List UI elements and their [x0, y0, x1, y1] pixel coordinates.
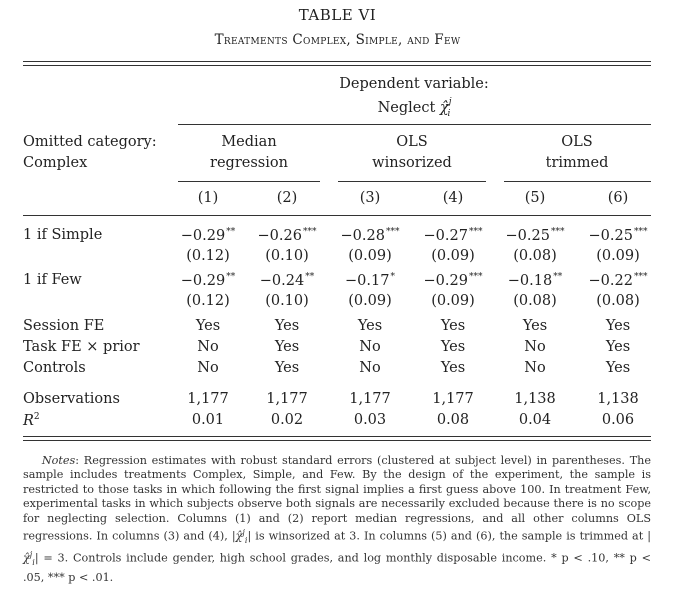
- controls-value: No: [197, 360, 219, 376]
- few-coef-stars: **: [305, 272, 315, 282]
- r2-value: 0.06: [601, 412, 635, 428]
- row-label-observations: Observations: [23, 391, 120, 407]
- r2-value: 0.08: [436, 412, 470, 428]
- r2-value: 0.04: [518, 412, 552, 428]
- few-coef-cell: [408, 272, 498, 289]
- group-2-line2: winsorized: [372, 155, 452, 171]
- table-subtitle: Treatments Complex, Simple, and Few: [214, 32, 461, 48]
- group-1-line2: regression: [210, 155, 288, 171]
- row-label-r2: [23, 412, 40, 429]
- row-label-session-fe: Session FE: [23, 318, 105, 334]
- few-coef-value: −0.29: [180, 273, 226, 289]
- col-number-2: (2): [276, 190, 298, 206]
- few-coef-stars: ***: [633, 272, 648, 282]
- dep-var-rule: [178, 124, 651, 125]
- simple-coef-stars: ***: [468, 227, 483, 237]
- simple-coef-value: −0.28: [340, 228, 385, 244]
- row-label-controls: Controls: [23, 360, 86, 376]
- few-se-value: (0.08): [596, 293, 640, 309]
- dep-var-name: Neglect: [377, 100, 436, 116]
- observations-value: 1,177: [187, 391, 229, 407]
- controls-value: Yes: [440, 360, 466, 376]
- session-fe-value: Yes: [605, 318, 631, 334]
- r2-exponent: 2: [33, 412, 40, 422]
- few-coef-value: −0.24: [259, 273, 305, 289]
- few-coef-value: −0.29: [423, 273, 468, 289]
- col-number-5: (5): [524, 190, 546, 206]
- few-coef-value: −0.18: [507, 273, 553, 289]
- chi-symbol: χ̂$^j_i$: [439, 97, 452, 119]
- simple-coef-stars: ***: [302, 227, 317, 237]
- simple-coef-cell: [408, 227, 498, 244]
- task-fe-value: Yes: [274, 339, 300, 355]
- simple-coef-value: −0.25: [505, 228, 550, 244]
- few-se-value: (0.08): [513, 293, 557, 309]
- simple-se-value: (0.10): [265, 248, 309, 264]
- group-1-line1: Median: [221, 134, 277, 150]
- top-rule-1: [23, 61, 651, 62]
- few-coef-cell: [490, 272, 580, 289]
- simple-coef-value: −0.27: [423, 228, 468, 244]
- session-fe-value: Yes: [195, 318, 221, 334]
- few-coef-stars: *: [390, 272, 395, 282]
- task-fe-value: No: [197, 339, 219, 355]
- simple-coef-stars: ***: [385, 227, 400, 237]
- simple-coef-cell: [325, 227, 415, 244]
- simple-coef-stars: **: [226, 227, 236, 237]
- group-1-rule: [178, 181, 320, 182]
- col-number-4: (4): [442, 190, 464, 206]
- simple-coef-value: −0.26: [257, 228, 302, 244]
- notes-text-1: : Regression estimates with robust standard errors (clustered at subject level) in parentheses. The sample includes treatments Complex, Simple, and Few. By the design of the experiment, the sample is restricted to those tasks in which following the first signal implies a first guess above 100. In treatment Few, experimental tasks in which subjects observe both signals are necessarily excluded because there is no scope for neglecting selection. Columns (1) and (2) report median regressions, and all other columns OLS regressions. In columns (3) and (4), |: [23, 454, 651, 543]
- col-number-6: (6): [607, 190, 629, 206]
- few-coef-value: −0.22: [588, 273, 633, 289]
- omitted-line1: Omitted category:: [23, 134, 157, 150]
- few-coef-cell: [325, 272, 415, 289]
- col-number-1: (1): [197, 190, 219, 206]
- session-fe-value: Yes: [440, 318, 466, 334]
- few-coef-cell: [242, 272, 332, 289]
- few-coef-stars: **: [553, 272, 563, 282]
- notes-text-2: | is winsorized at 3. In columns (5) and (6), the sample is trimmed at |: [247, 529, 651, 543]
- controls-value: Yes: [605, 360, 631, 376]
- observations-value: 1,177: [266, 391, 308, 407]
- task-fe-value: Yes: [605, 339, 631, 355]
- session-fe-value: Yes: [522, 318, 548, 334]
- few-se-value: (0.09): [348, 293, 392, 309]
- few-coef-cell: [163, 272, 253, 289]
- controls-value: Yes: [274, 360, 300, 376]
- observations-value: 1,177: [432, 391, 474, 407]
- group-3-line2: trimmed: [545, 155, 609, 171]
- few-se-value: (0.12): [186, 293, 230, 309]
- simple-coef-cell: [242, 227, 332, 244]
- simple-coef-value: −0.25: [588, 228, 633, 244]
- few-coef-value: −0.17: [345, 273, 390, 289]
- bottom-rule-2: [23, 440, 651, 441]
- few-se-value: (0.10): [265, 293, 309, 309]
- task-fe-value: No: [359, 339, 381, 355]
- task-fe-value: No: [524, 339, 546, 355]
- top-rule-2: [23, 65, 651, 66]
- r2-value: 0.02: [270, 412, 304, 428]
- controls-value: No: [359, 360, 381, 376]
- r2-value: 0.01: [191, 412, 225, 428]
- notes-lead: Notes: [41, 454, 76, 467]
- simple-coef-cell: [573, 227, 663, 244]
- dep-var-line1: Dependent variable:: [339, 76, 489, 92]
- simple-se-value: (0.12): [186, 248, 230, 264]
- observations-value: 1,138: [597, 391, 639, 407]
- r2-letter: R: [23, 412, 34, 429]
- simple-se-value: (0.09): [596, 248, 640, 264]
- r2-value: 0.03: [353, 412, 387, 428]
- notes-significance: * p < .10, ** p < .05, *** p < .01.: [23, 552, 651, 584]
- simple-se-value: (0.09): [431, 248, 475, 264]
- header-bottom-rule: [23, 215, 651, 216]
- table-notes: Notes: Regression estimates with robust standard errors (clustered at subject level) in parentheses. The sample includes treatments Complex, Simple, and Few. By the design of the experiment, the sample is restricted to those tasks in which following the first signal implies a first guess above 100. In treatment Few, experimental tasks in which subjects observe both signals are necessarily excluded because there is no scope for neglecting selection. Columns (1) and (2) report median regressions, and all other columns OLS regressions. In columns (3) and (4), |χ̂$^j_i$| is winsorized at 3. In columns (5) and (6), the sample is trimmed at |χ̂$^j_i$| = 3. Controls include gender, high school grades, and log monthly disposable income. * p < .10, ** p < .05, *** p < .01.: [23, 454, 651, 584]
- row-label-few: 1 if Few: [23, 272, 82, 288]
- simple-se-value: (0.09): [348, 248, 392, 264]
- simple-coef-cell: [163, 227, 253, 244]
- few-coef-stars: **: [226, 272, 236, 282]
- task-fe-value: Yes: [440, 339, 466, 355]
- omitted-line2: Complex: [23, 155, 88, 171]
- row-label-task-fe: Task FE × prior: [23, 339, 140, 355]
- group-2-rule: [338, 181, 486, 182]
- session-fe-value: Yes: [274, 318, 300, 334]
- simple-coef-cell: [490, 227, 580, 244]
- few-coef-stars: ***: [468, 272, 483, 282]
- notes-text-3: | = 3. Controls include gender, high school grades, and log monthly disposable income.: [34, 552, 552, 566]
- dep-var-line2: [378, 97, 451, 119]
- session-fe-value: Yes: [357, 318, 383, 334]
- bottom-rule-1: [23, 436, 651, 437]
- table-title: TABLE VI: [298, 6, 377, 24]
- simple-coef-stars: ***: [633, 227, 648, 237]
- group-3-line1: OLS: [561, 134, 593, 150]
- col-number-3: (3): [359, 190, 381, 206]
- group-2-line1: OLS: [396, 134, 428, 150]
- group-3-rule: [504, 181, 651, 182]
- row-label-simple: 1 if Simple: [23, 227, 103, 243]
- simple-coef-stars: ***: [550, 227, 565, 237]
- observations-value: 1,177: [349, 391, 391, 407]
- few-se-value: (0.09): [431, 293, 475, 309]
- simple-coef-value: −0.29: [180, 228, 226, 244]
- controls-value: No: [524, 360, 546, 376]
- few-coef-cell: [573, 272, 663, 289]
- observations-value: 1,138: [514, 391, 556, 407]
- simple-se-value: (0.08): [513, 248, 557, 264]
